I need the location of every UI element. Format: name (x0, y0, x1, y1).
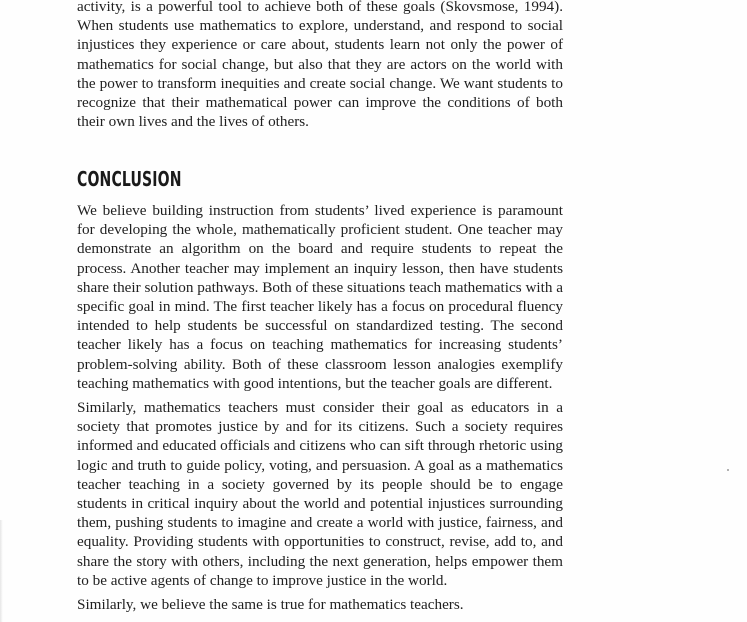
scan-speck (727, 469, 729, 471)
page-edge-shadow (0, 520, 3, 622)
body-paragraph-continued: activity, is a powerful tool to achieve both of these goals (Skovsmose, 1994). When students use mathematics to explore, understand, and respond to social injustices they experience or care about, students learn not only the power of mathematics for social change, but also that they are actors on the world with the power to transform inequities and create social change. We want students to recognize that their mathematical power can improve the conditions of both their own lives and the lives of others. (77, 0, 563, 131)
section-heading: CONCLUSION (77, 167, 182, 191)
body-paragraph: Similarly, we believe the same is true for mathematics teachers. (77, 596, 464, 613)
body-paragraph: Similarly, mathematics teachers must consider their goal as educators in a society that promotes justice by and for its citizens. Such a society requires informed and educated officials and citizens who can sift through rhetoric using logic and truth to guide policy, voting, and persuasion. A goal as a mathematics teacher teaching in a society governed by its people should be to engage students in critical inquiry about the world and potential injustices surrounding them, pushing students to imagine and create a world with justice, fairness, and equality. Providing students with opportunities to construct, revise, add to, and share the story with others, including the next generation, helps empower them to be active agents of change to improve justice in the world. (77, 399, 563, 589)
body-paragraph: We believe building instruction from students’ lived experience is paramount for developing the whole, mathematically proficient student. One teacher may demonstrate an algorithm on the board and require students to repeat the process. Another teacher may implement an inquiry lesson, then have students share their solution pathways. Both of these situations teach mathematics with a specific goal in mind. The first teacher likely has a focus on procedural fluency intended to help students be successful on standardized testing. The second teacher likely has a focus on teaching mathematics for increasing students’ problem-solving ability. Both of these classroom lesson analogies exemplify teaching mathematics with good intentions, but the teacher goals are different. (77, 202, 563, 392)
